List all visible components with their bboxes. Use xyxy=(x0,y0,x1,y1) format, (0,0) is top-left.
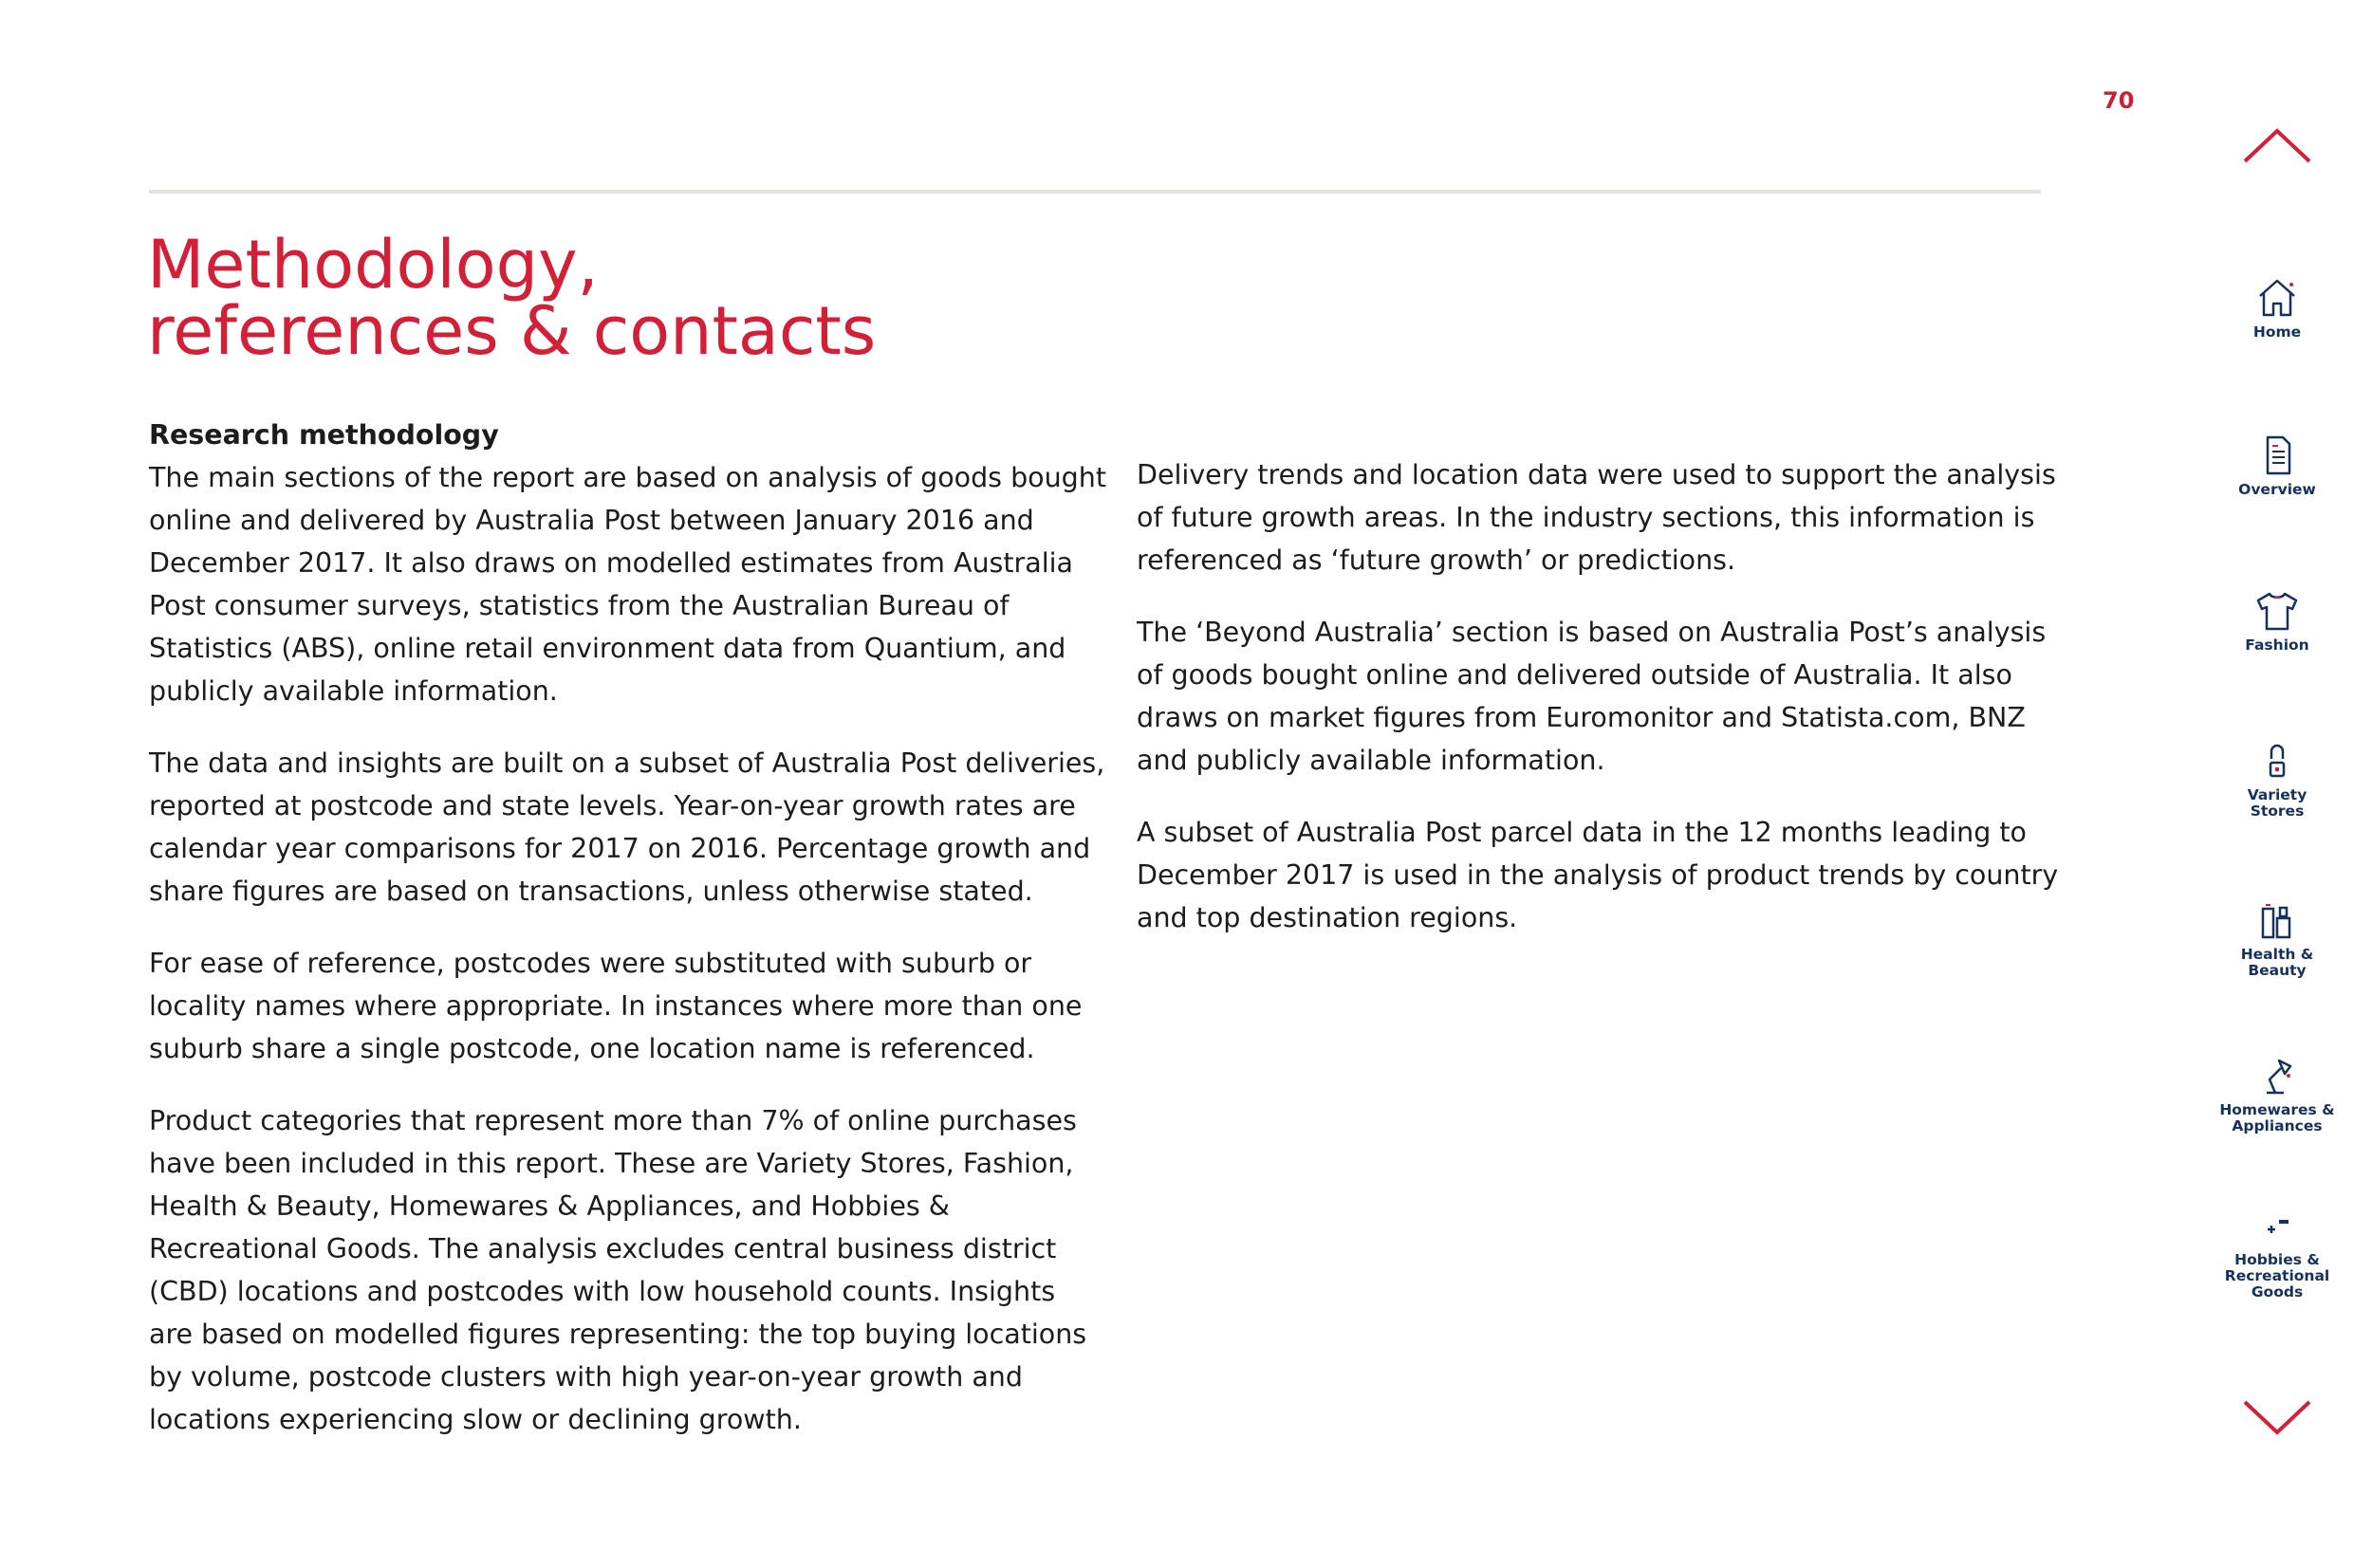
nav-homewares-appliances[interactable] xyxy=(2211,1055,2344,1134)
nav-label: Hobbies & xyxy=(2234,1251,2320,1268)
paragraph: Product categories that represent more than 7% of online purchases have been included in this report. These are Variety Stores, Fashion, Health & Beauty, Homewares & Appliances, and Hobbies & Recreational Goods. The analysis excludes central business district (CBD) locations and postcodes with low household counts. Insights are based on modelled figures representing: the top buying locations by volume, postcode clusters with high year-on-year growth and locations experiencing slow or declining growth. xyxy=(149,1105,1087,1435)
nav-label: Homewares & xyxy=(2219,1101,2335,1118)
nav-label: Goods xyxy=(2251,1283,2304,1301)
beauty-bottles-icon xyxy=(2254,899,2300,941)
nav-label: Stores xyxy=(2250,802,2305,820)
nav-health-beauty[interactable] xyxy=(2211,899,2344,979)
home-icon xyxy=(2254,277,2300,319)
nav-label: Appliances xyxy=(2232,1117,2323,1134)
game-controller-icon xyxy=(2254,1205,2300,1246)
document-icon xyxy=(2254,434,2300,476)
chevron-down-icon xyxy=(2243,1398,2311,1436)
nav-overview[interactable] xyxy=(2211,434,2344,498)
nav-variety-stores[interactable] xyxy=(2211,740,2344,820)
paragraph: The ‘Beyond Australia’ section is based on Australia Post’s analysis of goods bought online and delivered outside of Australia. It also draws on market figures from Euromonitor and Statista.com, BNZ and publicly available information. xyxy=(1137,617,2047,776)
header-divider xyxy=(149,190,2041,194)
nav-label: Home xyxy=(2252,323,2302,341)
lamp-icon xyxy=(2254,1055,2300,1097)
nav-fashion[interactable] xyxy=(2211,590,2344,654)
left-column xyxy=(149,414,1107,1470)
side-navigation xyxy=(2211,0,2344,1568)
paragraph: Delivery trends and location data were used to support the analysis of future growth areas. In the industry sections, this information is referenced as ‘future growth’ or predictions. xyxy=(1137,459,2056,576)
paragraph: The data and insights are built on a subset of Australia Post deliveries, reported at postcode and state levels. Year-on-year growth rates are calendar year comparisons for 2017 on 2016. Percentage growth and share figures are based on transactions, unless otherwise stated. xyxy=(149,747,1105,907)
nav-label: Fashion xyxy=(2245,636,2309,654)
nav-label: Overview xyxy=(2238,481,2316,498)
page-title xyxy=(147,226,877,370)
paragraph: A subset of Australia Post parcel data in the 12 months leading to December 2017 is used in the analysis of product trends by country and top destination regions. xyxy=(1137,817,2059,933)
paragraph: The main sections of the report are based on analysis of goods bought online and delivered by Australia Post between January 2016 and December 2017. It also draws on modelled estimates from Australia Post consumer surveys, statistics from the Australian Bureau of Statistics (ABS), online retail environment data from Quantium, and publicly available information. xyxy=(149,462,1107,707)
paragraph: For ease of reference, postcodes were substituted with suburb or locality names where appropriate. In instances where more than one suburb share a single postcode, one location name is referenced. xyxy=(149,948,1083,1064)
nav-home[interactable] xyxy=(2211,277,2344,341)
nav-hobbies-recreational-goods[interactable] xyxy=(2211,1205,2344,1301)
page-number: 70 xyxy=(2103,87,2135,114)
nav-label: Beauty xyxy=(2248,962,2307,979)
section-heading: Research methodology xyxy=(149,419,499,451)
right-column xyxy=(1137,453,2066,968)
nav-label: Recreational xyxy=(2224,1267,2330,1284)
nav-label: Variety xyxy=(2247,786,2307,803)
tshirt-icon xyxy=(2252,590,2302,632)
padlock-icon xyxy=(2254,740,2300,782)
page-title-line-2: references & contacts xyxy=(147,292,877,370)
page-title-line-1: Methodology, xyxy=(147,226,599,304)
nav-label: Health & xyxy=(2240,946,2314,963)
next-page-button[interactable] xyxy=(2243,1398,2311,1436)
